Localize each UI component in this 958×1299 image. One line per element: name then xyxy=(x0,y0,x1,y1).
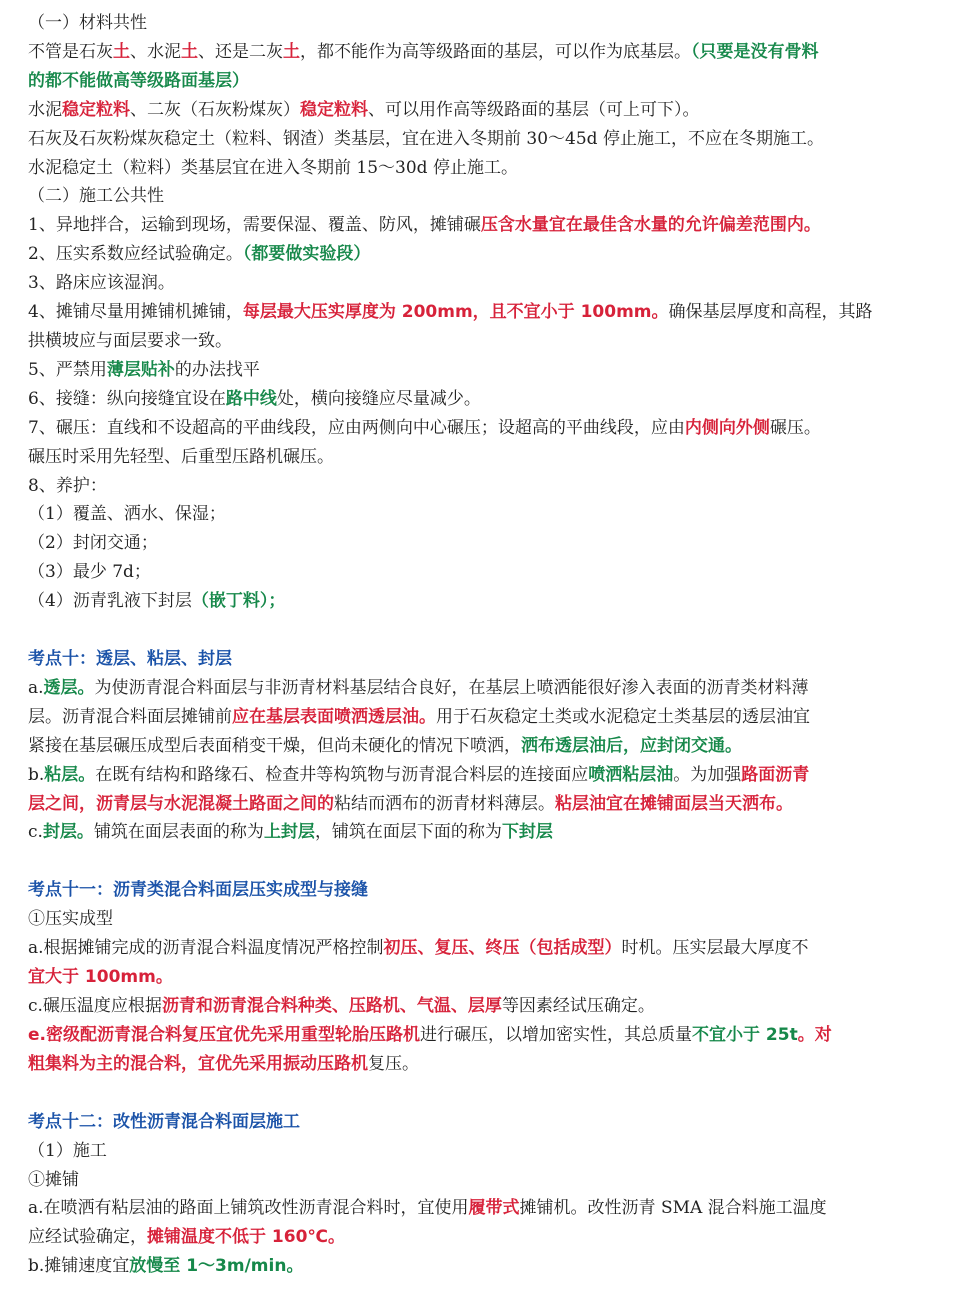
text-segment: 时机。压实层最大厚度不 xyxy=(621,938,809,959)
text-segment: 确保基层厚度和高程，其路 xyxy=(668,302,873,323)
text-line xyxy=(28,67,930,96)
text-segment: 石灰及石灰粉煤灰稳定土（粒料、钢渣）类基层，宜在进入冬期前 30～45d 停止施工，不应在冬期施工。 xyxy=(28,128,824,149)
text-segment: 处，横向接缝应尽量减少。 xyxy=(276,388,481,409)
paragraph-gap xyxy=(28,847,930,876)
highlight-green: 喷洒粘层油 xyxy=(588,764,674,785)
text-line xyxy=(28,1252,930,1281)
section-heading xyxy=(28,1108,930,1137)
text-segment: （4）沥青乳液下封层 xyxy=(28,591,192,612)
text-segment: 不管是石灰 xyxy=(28,41,113,62)
text-segment: ①压实成型 xyxy=(28,909,113,930)
text-line xyxy=(28,529,930,558)
text-line xyxy=(28,963,930,992)
text-line xyxy=(28,1223,930,1252)
text-line xyxy=(28,443,930,472)
highlight-red: 压含水量宜在最佳含水量的允许偏差范围内。 xyxy=(480,215,821,236)
text-segment: 的办法找平 xyxy=(174,359,260,380)
paragraph-gap xyxy=(28,616,930,645)
text-segment: 摊铺机。改性沥青 SMA 混合料施工温度 xyxy=(519,1198,827,1219)
text-line xyxy=(28,472,930,501)
highlight-red: 。对 xyxy=(797,1024,832,1045)
highlight-green: （嵌丁料）； xyxy=(191,591,286,612)
text-segment: 、可以用作高等级路面的基层（可上可下）。 xyxy=(368,99,700,120)
highlight-red: 土 xyxy=(181,41,198,62)
text-line xyxy=(28,790,930,819)
text-line xyxy=(28,732,930,761)
highlight-red: 粗集料为主的混合料，宜优先采用振动压路机 xyxy=(28,1053,368,1074)
text-line xyxy=(28,385,930,414)
text-line xyxy=(28,1166,930,1195)
text-segment: 。为加强 xyxy=(673,764,742,785)
highlight-red: 路面沥青 xyxy=(741,764,810,785)
text-line xyxy=(28,905,930,934)
text-line xyxy=(28,1137,930,1166)
highlight-red: 摊铺温度不低于 160℃。 xyxy=(147,1227,345,1248)
highlight-green: 封层。 xyxy=(42,822,94,843)
text-line xyxy=(28,240,930,269)
text-line xyxy=(28,703,930,732)
text-segment: 等因素经试压确定。 xyxy=(501,996,655,1016)
highlight-green: 上封层 xyxy=(263,822,315,843)
text-line xyxy=(28,674,930,703)
text-line xyxy=(28,761,930,790)
highlight-green: 洒布透层油后，应封闭交通。 xyxy=(521,735,742,756)
text-segment: 、水泥 xyxy=(130,41,181,62)
text-line xyxy=(28,1050,930,1079)
text-line xyxy=(28,38,930,67)
text-segment: 碾压。 xyxy=(769,417,821,438)
text-segment: ，都不能作为高等级路面的基层，可以作为底基层。 xyxy=(300,41,691,62)
text-segment: a.在喷洒有粘层油的路面上铺筑改性沥青混合料时，宜使用 xyxy=(28,1198,469,1219)
highlight-red: e.密级配沥青混合料复压宜优先采用重型轮胎压路机 xyxy=(28,1024,420,1045)
highlight-green: 不宜小于 25t xyxy=(692,1024,798,1045)
text-line xyxy=(28,327,930,356)
text-segment: 层。沥青混合料面层摊铺前 xyxy=(28,706,232,727)
highlight-red: 层之间，沥青层与水泥混凝土路面之间的 xyxy=(28,793,334,814)
text-segment: 考点十二：改性沥青混合料面层施工 xyxy=(28,1111,300,1132)
highlight-red: 沥青和沥青混合料种类、压路机、气温、层厚 xyxy=(161,996,502,1016)
highlight-red: 土 xyxy=(283,41,300,62)
highlight-red: 稳定粒料 xyxy=(62,99,130,120)
section-heading xyxy=(28,876,930,905)
highlight-green: 的都不能做高等级路面基层） xyxy=(28,70,249,91)
text-line xyxy=(28,298,930,327)
text-line xyxy=(28,414,930,443)
text-segment: （3）最少 7d； xyxy=(28,562,151,583)
highlight-red: 粘层油宜在摊铺面层当天洒布。 xyxy=(555,793,793,814)
text-line xyxy=(28,154,930,183)
highlight-green: 透层。 xyxy=(43,677,95,698)
text-segment: 3、路床应该湿润。 xyxy=(28,273,175,294)
text-line xyxy=(28,934,930,963)
text-segment: 8、养护： xyxy=(28,475,107,496)
text-segment: 碾压时采用先轻型、后重型压路机碾压。 xyxy=(28,446,334,467)
section-heading xyxy=(28,645,930,674)
text-segment: 考点十一：沥青类混合料面层压实成型与接缝 xyxy=(28,880,368,901)
text-segment: 进行碾压，以增加密实性，其总质量 xyxy=(420,1024,692,1045)
text-segment: 1、异地拌合，运输到现场，需要保湿、覆盖、防风，摊铺碾 xyxy=(28,215,481,236)
text-segment: 为使沥青混合料面层与非沥青材料基层结合良好，在基层上喷洒能很好渗入表面的沥青类材料薄 xyxy=(94,677,809,698)
text-line xyxy=(28,587,930,616)
text-line xyxy=(28,1194,930,1223)
text-segment: 粘结而洒布的沥青材料薄层。 xyxy=(334,793,555,814)
text-segment: 用于石灰稳定土类或水泥稳定土类基层的透层油宜 xyxy=(436,706,810,727)
text-segment: 6、接缝：纵向接缝宜设在 xyxy=(28,388,226,409)
highlight-green: 粘层。 xyxy=(44,764,96,785)
text-segment: （1）施工 xyxy=(28,1140,107,1161)
text-line xyxy=(28,96,930,125)
highlight-green: 下封层 xyxy=(501,822,553,843)
text-line xyxy=(28,500,930,529)
text-segment: b. xyxy=(28,764,45,785)
paragraph-gap xyxy=(28,1079,930,1108)
text-segment: a.根据摊铺完成的沥青混合料温度情况严格控制 xyxy=(28,938,384,959)
text-line xyxy=(28,182,930,211)
highlight-red: 每层最大压实厚度为 200mm，且不宜小于 100mm。 xyxy=(242,302,669,323)
highlight-red: 稳定粒料 xyxy=(300,99,368,120)
highlight-red: 应在基层表面喷洒透层油。 xyxy=(232,706,436,727)
text-line xyxy=(28,9,930,38)
highlight-green: （只要是没有骨料 xyxy=(691,41,819,62)
text-line xyxy=(28,269,930,298)
text-segment: （1）覆盖、洒水、保湿； xyxy=(28,504,226,525)
highlight-red: 内侧向外侧 xyxy=(684,417,770,438)
highlight-red: 宜大于 100mm。 xyxy=(28,967,173,988)
text-segment: c. xyxy=(28,822,43,843)
text-line xyxy=(28,992,930,1021)
text-segment: 水泥 xyxy=(28,99,62,120)
text-segment: 复压。 xyxy=(368,1053,419,1074)
text-line xyxy=(28,1021,930,1050)
text-segment: 7、碾压：直线和不设超高的平曲线段，应由两侧向中心碾压；设超高的平曲线段，应由 xyxy=(28,417,685,438)
text-line xyxy=(28,125,930,154)
text-segment: 4、摊铺尽量用摊铺机摊铺， xyxy=(28,302,243,323)
text-segment: 铺筑在面层表面的称为 xyxy=(93,822,264,843)
highlight-green: 放慢至 1～3m/min。 xyxy=(129,1256,304,1277)
text-segment: 、还是二灰 xyxy=(198,41,283,62)
text-segment: 拱横坡应与面层要求一致。 xyxy=(28,330,232,351)
text-segment: （一）材料共性 xyxy=(28,13,147,33)
text-segment: 5、严禁用 xyxy=(28,359,107,380)
highlight-red: 初压、复压、终压（包括成型） xyxy=(383,938,622,959)
text-segment: 2、压实系数应经试验确定。 xyxy=(28,244,243,265)
text-segment: ①摊铺 xyxy=(28,1169,79,1190)
text-segment: 考点十：透层、粘层、封层 xyxy=(28,649,232,670)
text-line xyxy=(28,211,930,240)
highlight-red: 履带式 xyxy=(468,1198,520,1219)
highlight-green: 路中线 xyxy=(225,388,277,409)
text-segment: 水泥稳定土（粒料）类基层宜在进入冬期前 15～30d 停止施工。 xyxy=(28,157,518,178)
text-segment: （2）封闭交通； xyxy=(28,533,158,554)
text-segment: b.摊铺速度宜 xyxy=(28,1256,130,1277)
text-segment: 应经试验确定， xyxy=(28,1227,147,1248)
text-segment: （二）施工公共性 xyxy=(28,186,164,207)
highlight-green: 薄层贴补 xyxy=(106,359,175,380)
highlight-red: 土 xyxy=(113,41,130,62)
text-line xyxy=(28,818,930,847)
text-segment: 在既有结构和路缘石、检查井等构筑物与沥青混合料层的连接面应 xyxy=(95,764,589,785)
text-segment: ，铺筑在面层下面的称为 xyxy=(314,822,502,843)
text-segment: c.碾压温度应根据 xyxy=(28,996,162,1016)
highlight-green: （都要做实验段） xyxy=(242,244,371,265)
text-segment: a. xyxy=(28,677,44,698)
text-segment: 紧接在基层碾压成型后表面稍变干燥，但尚未硬化的情况下喷洒， xyxy=(28,735,521,756)
text-line xyxy=(28,558,930,587)
text-line xyxy=(28,356,930,385)
text-segment: 、二灰（石灰粉煤灰） xyxy=(130,99,300,120)
